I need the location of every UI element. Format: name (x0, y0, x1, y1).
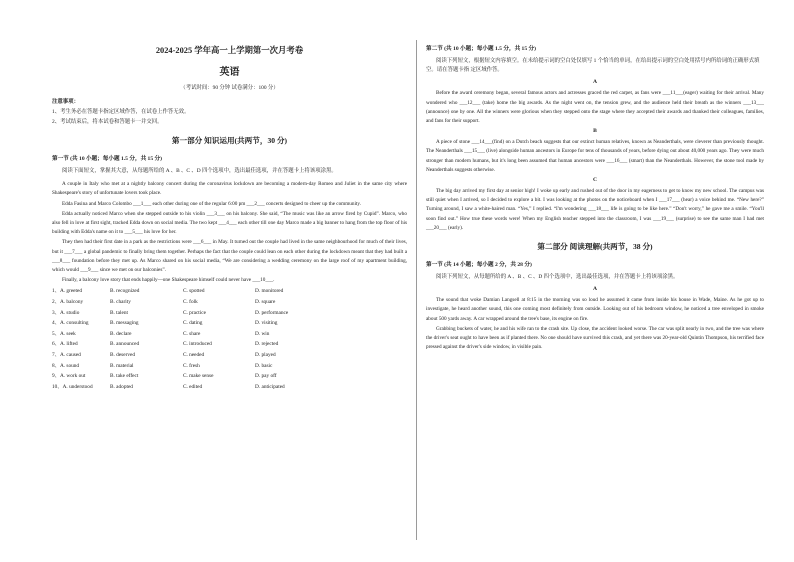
option-row (52, 308, 407, 319)
option-c: C. folk (183, 299, 198, 306)
option-c: C. edited (183, 383, 203, 390)
option-c: C. spotted (183, 288, 205, 295)
option-row (52, 297, 407, 308)
option-b: B. adopted (110, 383, 133, 390)
option-b: B. recognized (110, 288, 140, 295)
option-row (52, 329, 407, 340)
section-heading: 第二节 (共 10 小题；每小题 1.5 分，共 15 分) (426, 46, 537, 52)
passage-label: C (592, 177, 598, 184)
section-instructions: 阅读下列短文，根据短文内容填空。在未给提示词的空白处仅填写 1 个恰当的单词，在给出提示词的空白处用括号内所给词的正确形式填空。请在答题卡指 定区域作答。 (426, 58, 760, 74)
option-c: C. share (183, 330, 201, 337)
section-instructions: 阅读下面短文，掌握其大意，从每题所给的 A 、B 、C 、D 四个选项中，选出最佳选项，并在答题卡上将该项涂黑。 (62, 168, 337, 174)
option-d: D. anticipated (255, 383, 285, 390)
option-b: B. deserved (110, 352, 136, 358)
option-b: B. material (110, 362, 134, 369)
option-a: 6、A. lifted (52, 341, 78, 348)
section-heading: 第一节 (共 14 小题；每小题 2 分，共 28 分) (426, 262, 532, 269)
option-c: C. introduced (183, 341, 212, 348)
option-d: D. played (255, 352, 276, 358)
section-instructions: 阅读下列短文，从每题所给的 A 、B 、C 、D 四个选项中，选出最佳选项，并在答题卡上将该项涂黑。 (436, 274, 679, 281)
option-c: C. dating (183, 320, 203, 327)
passage-label: A (592, 286, 598, 293)
option-row (52, 350, 407, 361)
option-d: D. performance (255, 309, 289, 316)
option-a: 9、A. work out (52, 373, 86, 380)
notice-heading: 注意事项： (52, 99, 79, 105)
option-b: B. announced (110, 341, 140, 348)
option-b: B. talent (110, 309, 128, 316)
option-a: 3、A. studio (52, 309, 80, 316)
passage-label: B (593, 128, 597, 135)
exam-title: 2024-2025 学年高一上学期第一次月考卷 (155, 46, 304, 55)
option-row (52, 382, 407, 393)
option-row (52, 361, 407, 372)
option-row (52, 286, 407, 297)
option-d: D. rejected (255, 341, 279, 348)
option-b: B. charity (110, 299, 131, 306)
option-a: 2、A. balcony (52, 299, 84, 306)
passage-paragraph: A couple in Italy who met at a nightly balcony concert during the coronavirus lockdown are becoming a modern-day Romeo and Juliet in the same city where Shakespeare's story of unfortunate lovers took place. (52, 181, 407, 197)
option-a: 5、A. seek (52, 330, 76, 337)
passage-paragraph: They then had their first date in a park as the restrictions were ___6___ in May. It turned out the couple had lived in the same neighbourhood for much of their lives, but it ___7___ a global pandemic to finally bring them together. Perhaps the fact that the couple could lean on each other during the lockdown meant that they had built a ___8___ foundation before they met up. As Marco shared on his social media, “We are considering a wedding ceremony on the large roof of my apartment building, which would ___9___ since we met on our balconies”. (52, 239, 407, 274)
option-a: 7、A. caused (52, 352, 81, 358)
option-d: D. monitored (255, 288, 284, 295)
option-b: B. declare (110, 330, 132, 337)
option-d: D. win (255, 330, 270, 337)
option-a: 10、A. understood (52, 383, 93, 390)
section-heading: 第一节 (共 10 小题；每小题 1.5 分，共 15 分) (52, 156, 163, 162)
option-a: 1、A. greeted (52, 288, 83, 295)
option-c: C. practice (183, 309, 206, 316)
options-list (52, 286, 407, 392)
option-row (52, 318, 407, 329)
exam-subject: 英语 (219, 67, 240, 78)
option-row (52, 371, 407, 382)
passage-paragraph: Edda actually noticed Marco when she stepped outside to his violin ___3___ on his balcony. She said, “The music was like an arrow fired by Cupid”. Marco, who also fell in love at first sight, tracked Edda down on social media. The two kept ___4___ each other till one day Marco made a big banner to hang from the top floor of his building with Edda's name on it to ___5___ his love for her. (52, 210, 407, 236)
passage-paragraph: The big day arrived my first day at senior high! I woke up early and rushed out of the door in my eagerness to get to know my new school. The campus was still quiet when I arrived, so I decided to explore a bit. I was looking at the photos on the noticeboard when I ___17___ (hear) a voice behind me. “New here?” Turning around, I saw a white-haired man. “Yes,” I replied. “I'm wondering ___18___ life is going to be like here.” “Don't worry,” he gave me a smile. “You'll soon find out.” How true these words were! When my English teacher stepped into the classroom, I was ___19___ (surprise) to see the same man I had met ___20___ (early). (426, 188, 764, 231)
option-b: B. messaging (110, 320, 139, 327)
passage-paragraph: Edda Fasina and Marco Colombo ___1___ each other during one of the regular 6:00 pm ___2___ concerts designed to cheer up the community. (62, 200, 361, 207)
option-d: D. visiting (255, 320, 278, 327)
passage-label: A (592, 79, 598, 86)
notice-item: 1、考生务必在答题卡指定区域作答，在试卷上作答无效。 (52, 109, 190, 115)
option-a: 8、A. sound (52, 362, 80, 369)
option-d: D. basic (255, 362, 273, 369)
option-c: C. make sense (183, 373, 214, 380)
left-column (52, 44, 407, 392)
option-b: B. take effect (110, 373, 139, 380)
passage-paragraph: Grabbing buckets of water, he and his wife ran to the crash site. Up close, the accident looked worse. The car was split nearly in two, and the tree was where the driver's seat ought to have been as if planted there. No one should have survived this crash, and yet there was 20-year-old Quintin Thompson, his terrified face pressed against the driver's side window, in visible pain. (426, 325, 764, 351)
passage-paragraph: The sound that woke Damian Langsell at 8:15 in the morning was so loud he assumed it came from inside his house in Wade, Maine. As he got up to investigate, he heard another sound, this one coming most definitely from outside. Looking out of his bedroom window, he noticed a tree enveloped in smoke about 500 yards away. A car wrapped around the tree's base, its engine on fire. (426, 297, 764, 322)
part2-title: 第二部分 阅读理解(共两节，38 分) (537, 242, 653, 252)
option-c: C. needed (183, 352, 205, 358)
column-divider (416, 40, 417, 540)
option-c: C. fresh (183, 362, 200, 369)
option-d: D. pay off (255, 373, 277, 380)
exam-note: （考试时间：90 分钟 试卷满分：100 分） (180, 85, 279, 91)
passage-paragraph: Before the award ceremony began, several famous actors and actresses graced the red carpet, as fans were ___11___(eager) waiting for their arrival. Many wondered who ___12___ (take) home the big awards. As the night went on, the tension grew, and the audience held their breath as the winners ___13___ (announce) one by one. All the winners were glorious when they stepped onto the stage where they accepted their awards and thanked their colleagues, families, and fans for their support. (426, 90, 764, 125)
part1-title: 第一部分 知识运用(共两节，30 分) (171, 136, 288, 145)
notice-item: 2、考试结束后，将本试卷和答题卡一并交回。 (52, 118, 163, 125)
option-a: 4、A. consulting (52, 320, 89, 327)
right-column (426, 44, 764, 353)
option-row (52, 339, 407, 350)
passage-paragraph: A piece of stone ___14___(find) on a Dutch beach suggests that our extinct human relatives, known as Neanderthals, were cleverer than previously thought. The Neanderthals ___15___ (live) alongside human ancestors in Europe for tens of thousands of years, before dying out about 40,000 years ago. They were much stronger than modern humans, but it's long been assumed that human ancestors were ___16___ (smart) than the Neanderthals. However, the stone tool made by Neanderthals suggests otherwise. (426, 139, 764, 173)
option-d: D. square (255, 299, 276, 306)
passage-paragraph: Finally, a balcony love story that ends happily—one Shakespeare himself could never have ___10___. (62, 277, 275, 284)
